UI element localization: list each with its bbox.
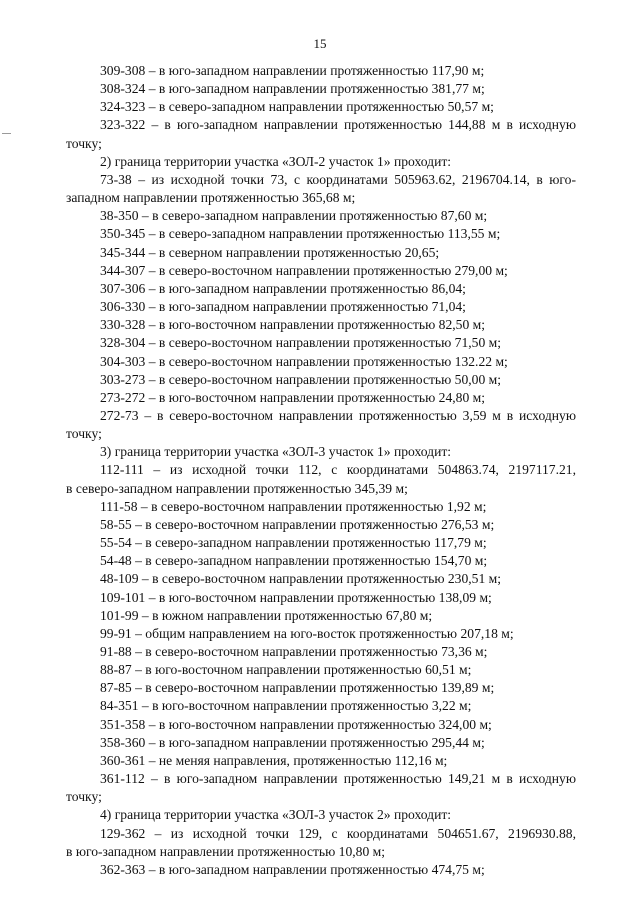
boundary-paragraph xyxy=(66,734,610,752)
boundary-paragraph xyxy=(66,770,610,806)
paragraph-line: точку; xyxy=(66,426,102,442)
boundary-paragraph xyxy=(66,280,610,298)
boundary-paragraph xyxy=(66,298,610,316)
paragraph-line: 323-322 – в юго-западном направлении протяженностью 144,88 м в исходную xyxy=(100,117,576,133)
paragraph-line: 330-328 – в юго-восточном направлении протяженностью 82,50 м; xyxy=(100,317,486,333)
paragraph-line: 324-323 – в северо-западном направлении протяженностью 50,57 м; xyxy=(100,99,494,115)
boundary-paragraph xyxy=(66,643,610,661)
paragraph-line: в юго-западном направлении протяженностью 10,80 м; xyxy=(66,843,386,859)
paragraph-line: 101-99 – в южном направлении протяженностью 67,80 м; xyxy=(100,607,433,623)
boundary-paragraph xyxy=(66,116,610,152)
paragraph-line: 309-308 – в юго-западном направлении протяженностью 117,90 м; xyxy=(100,63,485,78)
paragraph-line: 307-306 – в юго-западном направлении протяженностью 86,04; xyxy=(100,280,466,296)
boundary-paragraph xyxy=(66,516,610,534)
boundary-paragraph xyxy=(66,316,610,334)
paragraph-line: 272-73 – в северо-восточном направлении протяженностью 3,59 м в исходную xyxy=(100,407,576,423)
boundary-paragraph xyxy=(66,461,610,497)
paragraph-line: 350-345 – в северо-западном направлении протяженностью 113,55 м; xyxy=(100,226,501,242)
paragraph-line: 273-272 – в юго-восточном направлении протяженностью 24,80 м; xyxy=(100,389,486,405)
paragraph-line: 306-330 – в юго-западном направлении протяженностью 71,04; xyxy=(100,299,466,315)
boundary-paragraph xyxy=(66,607,610,625)
boundary-paragraph xyxy=(66,62,610,80)
boundary-paragraph xyxy=(66,353,610,371)
boundary-paragraph xyxy=(66,334,610,352)
paragraph-line: 358-360 – в юго-западном направлении протяженностью 295,44 м; xyxy=(100,734,485,750)
paragraph-line: 99-91 – общим направлением на юго-восток протяженностью 207,18 м; xyxy=(100,625,514,641)
paragraph-line: 351-358 – в юго-восточном направлении протяженностью 324,00 м; xyxy=(100,716,492,732)
paragraph-line: 3) граница территории участка «ЗОЛ-3 участок 1» проходит: xyxy=(100,444,452,460)
boundary-paragraph xyxy=(66,80,610,98)
paragraph-line: 328-304 – в северо-восточном направлении протяженностью 71,50 м; xyxy=(100,335,502,351)
paragraph-line: 55-54 – в северо-западном направлении протяженностью 117,79 м; xyxy=(100,535,487,551)
boundary-paragraph xyxy=(66,861,610,879)
paragraph-line: 344-307 – в северо-восточном направлении протяженностью 279,00 м; xyxy=(100,262,508,278)
paragraph-line: в северо-западном направлении протяженностью 345,39 м; xyxy=(66,480,408,496)
boundary-paragraph xyxy=(66,697,610,715)
boundary-paragraph xyxy=(66,552,610,570)
boundary-paragraph xyxy=(66,225,610,243)
boundary-paragraph xyxy=(66,153,610,171)
boundary-paragraph xyxy=(66,661,610,679)
boundary-paragraph xyxy=(66,389,610,407)
paragraph-line: 87-85 – в северо-восточном направлении протяженностью 139,89 м; xyxy=(100,680,495,696)
boundary-paragraph xyxy=(66,443,610,461)
paragraph-line: 129-362 – из исходной точки 129, с координатами 504651.67, 2196930.88, xyxy=(100,825,576,841)
paragraph-line: 111-58 – в северо-восточном направлении протяженностью 1,92 м; xyxy=(100,498,487,514)
page-number: 15 xyxy=(313,36,327,51)
paragraph-line: 361-112 – в юго-западном направлении протяженностью 149,21 м в исходную xyxy=(100,771,576,787)
boundary-paragraph xyxy=(66,98,610,116)
paragraph-line: 84-351 – в юго-восточном направлении протяженностью 3,22 м; xyxy=(100,698,472,714)
paragraph-line: 48-109 – в северо-восточном направлении протяженностью 230,51 м; xyxy=(100,571,502,587)
paragraph-line: 360-361 – не меняя направления, протяженностью 112,16 м; xyxy=(100,752,448,768)
boundary-paragraph xyxy=(66,207,610,225)
paragraph-line: 2) граница территории участка «ЗОЛ-2 участок 1» проходит: xyxy=(100,153,452,169)
paragraph-line: 38-350 – в северо-западном направлении протяженностью 87,60 м; xyxy=(100,208,488,224)
boundary-paragraph xyxy=(66,244,610,262)
boundary-paragraph xyxy=(66,570,610,588)
boundary-paragraph xyxy=(66,407,610,443)
boundary-paragraph xyxy=(66,679,610,697)
paragraph-line: 109-101 – в юго-восточном направлении протяженностью 138,09 м; xyxy=(100,589,492,605)
paragraph-line: 58-55 – в северо-восточном направлении протяженностью 276,53 м; xyxy=(100,516,495,532)
paragraph-line: 362-363 – в юго-западном направлении протяженностью 474,75 м; xyxy=(100,861,485,877)
paragraph-line: 308-324 – в юго-западном направлении протяженностью 381,77 м; xyxy=(100,81,485,97)
boundary-paragraph xyxy=(66,825,610,861)
boundary-paragraph xyxy=(66,498,610,516)
boundary-paragraph xyxy=(66,534,610,552)
paragraph-line: точку; xyxy=(66,789,102,805)
paragraph-line: 73-38 – из исходной точки 73, с координатами 505963.62, 2196704.14, в юго- xyxy=(100,171,576,187)
paragraph-line: 91-88 – в северо-восточном направлении протяженностью 73,36 м; xyxy=(100,644,488,659)
paragraph-line: 88-87 – в юго-восточном направлении протяженностью 60,51 м; xyxy=(100,662,472,678)
document-body xyxy=(66,62,610,879)
paragraph-line: западном направлении протяженностью 365,68 м; xyxy=(66,190,356,206)
boundary-paragraph xyxy=(66,625,610,643)
margin-mark xyxy=(2,133,11,134)
paragraph-line: точку; xyxy=(66,135,102,151)
boundary-paragraph xyxy=(66,589,610,607)
paragraph-line: 345-344 – в северном направлении протяженностью 20,65; xyxy=(100,244,440,260)
paragraph-line: 4) граница территории участка «ЗОЛ-3 участок 2» проходит: xyxy=(100,807,452,823)
boundary-paragraph xyxy=(66,171,610,207)
paragraph-line: 304-303 – в северо-восточном направлении протяженностью 132.22 м; xyxy=(100,353,508,369)
boundary-paragraph xyxy=(66,752,610,770)
paragraph-line: 303-273 – в северо-восточном направлении протяженностью 50,00 м; xyxy=(100,371,502,387)
paragraph-line: 112-111 – из исходной точки 112, с координатами 504863.74, 2197117.21, xyxy=(100,462,576,478)
boundary-paragraph xyxy=(66,262,610,280)
boundary-paragraph xyxy=(66,806,610,824)
boundary-paragraph xyxy=(66,716,610,734)
boundary-paragraph xyxy=(66,371,610,389)
paragraph-line: 54-48 – в северо-западном направлении протяженностью 154,70 м; xyxy=(100,553,488,569)
